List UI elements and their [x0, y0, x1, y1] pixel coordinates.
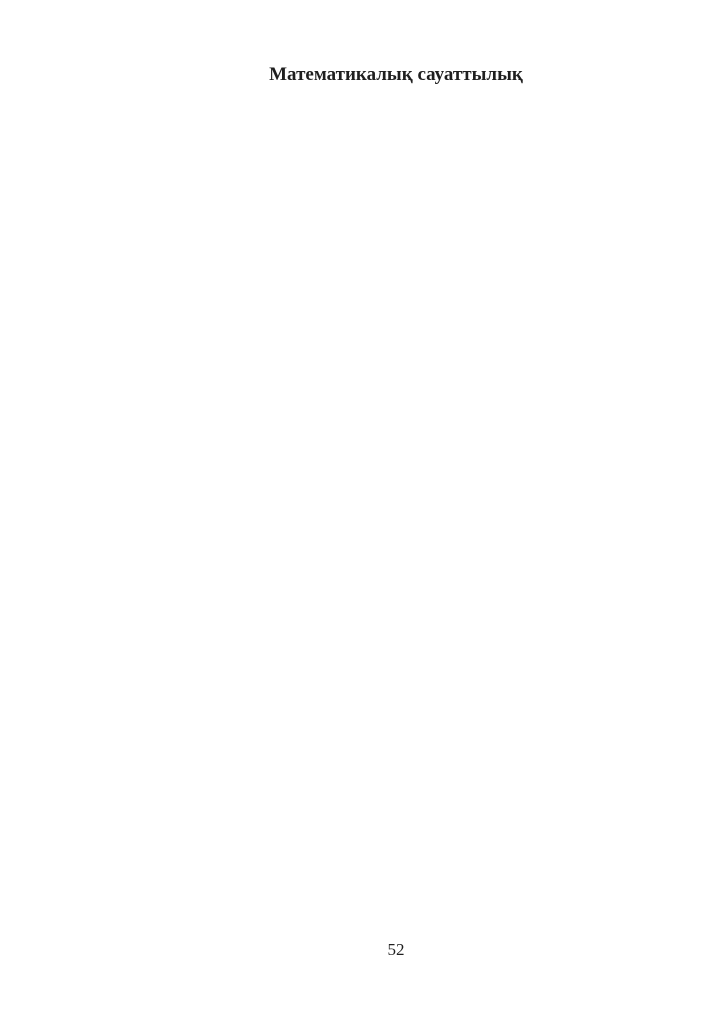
- page-content: [100, 64, 692, 110]
- page-title: Математикалық сауаттылық: [269, 64, 523, 85]
- page-footer: [100, 940, 692, 960]
- page-number: 52: [387, 940, 405, 959]
